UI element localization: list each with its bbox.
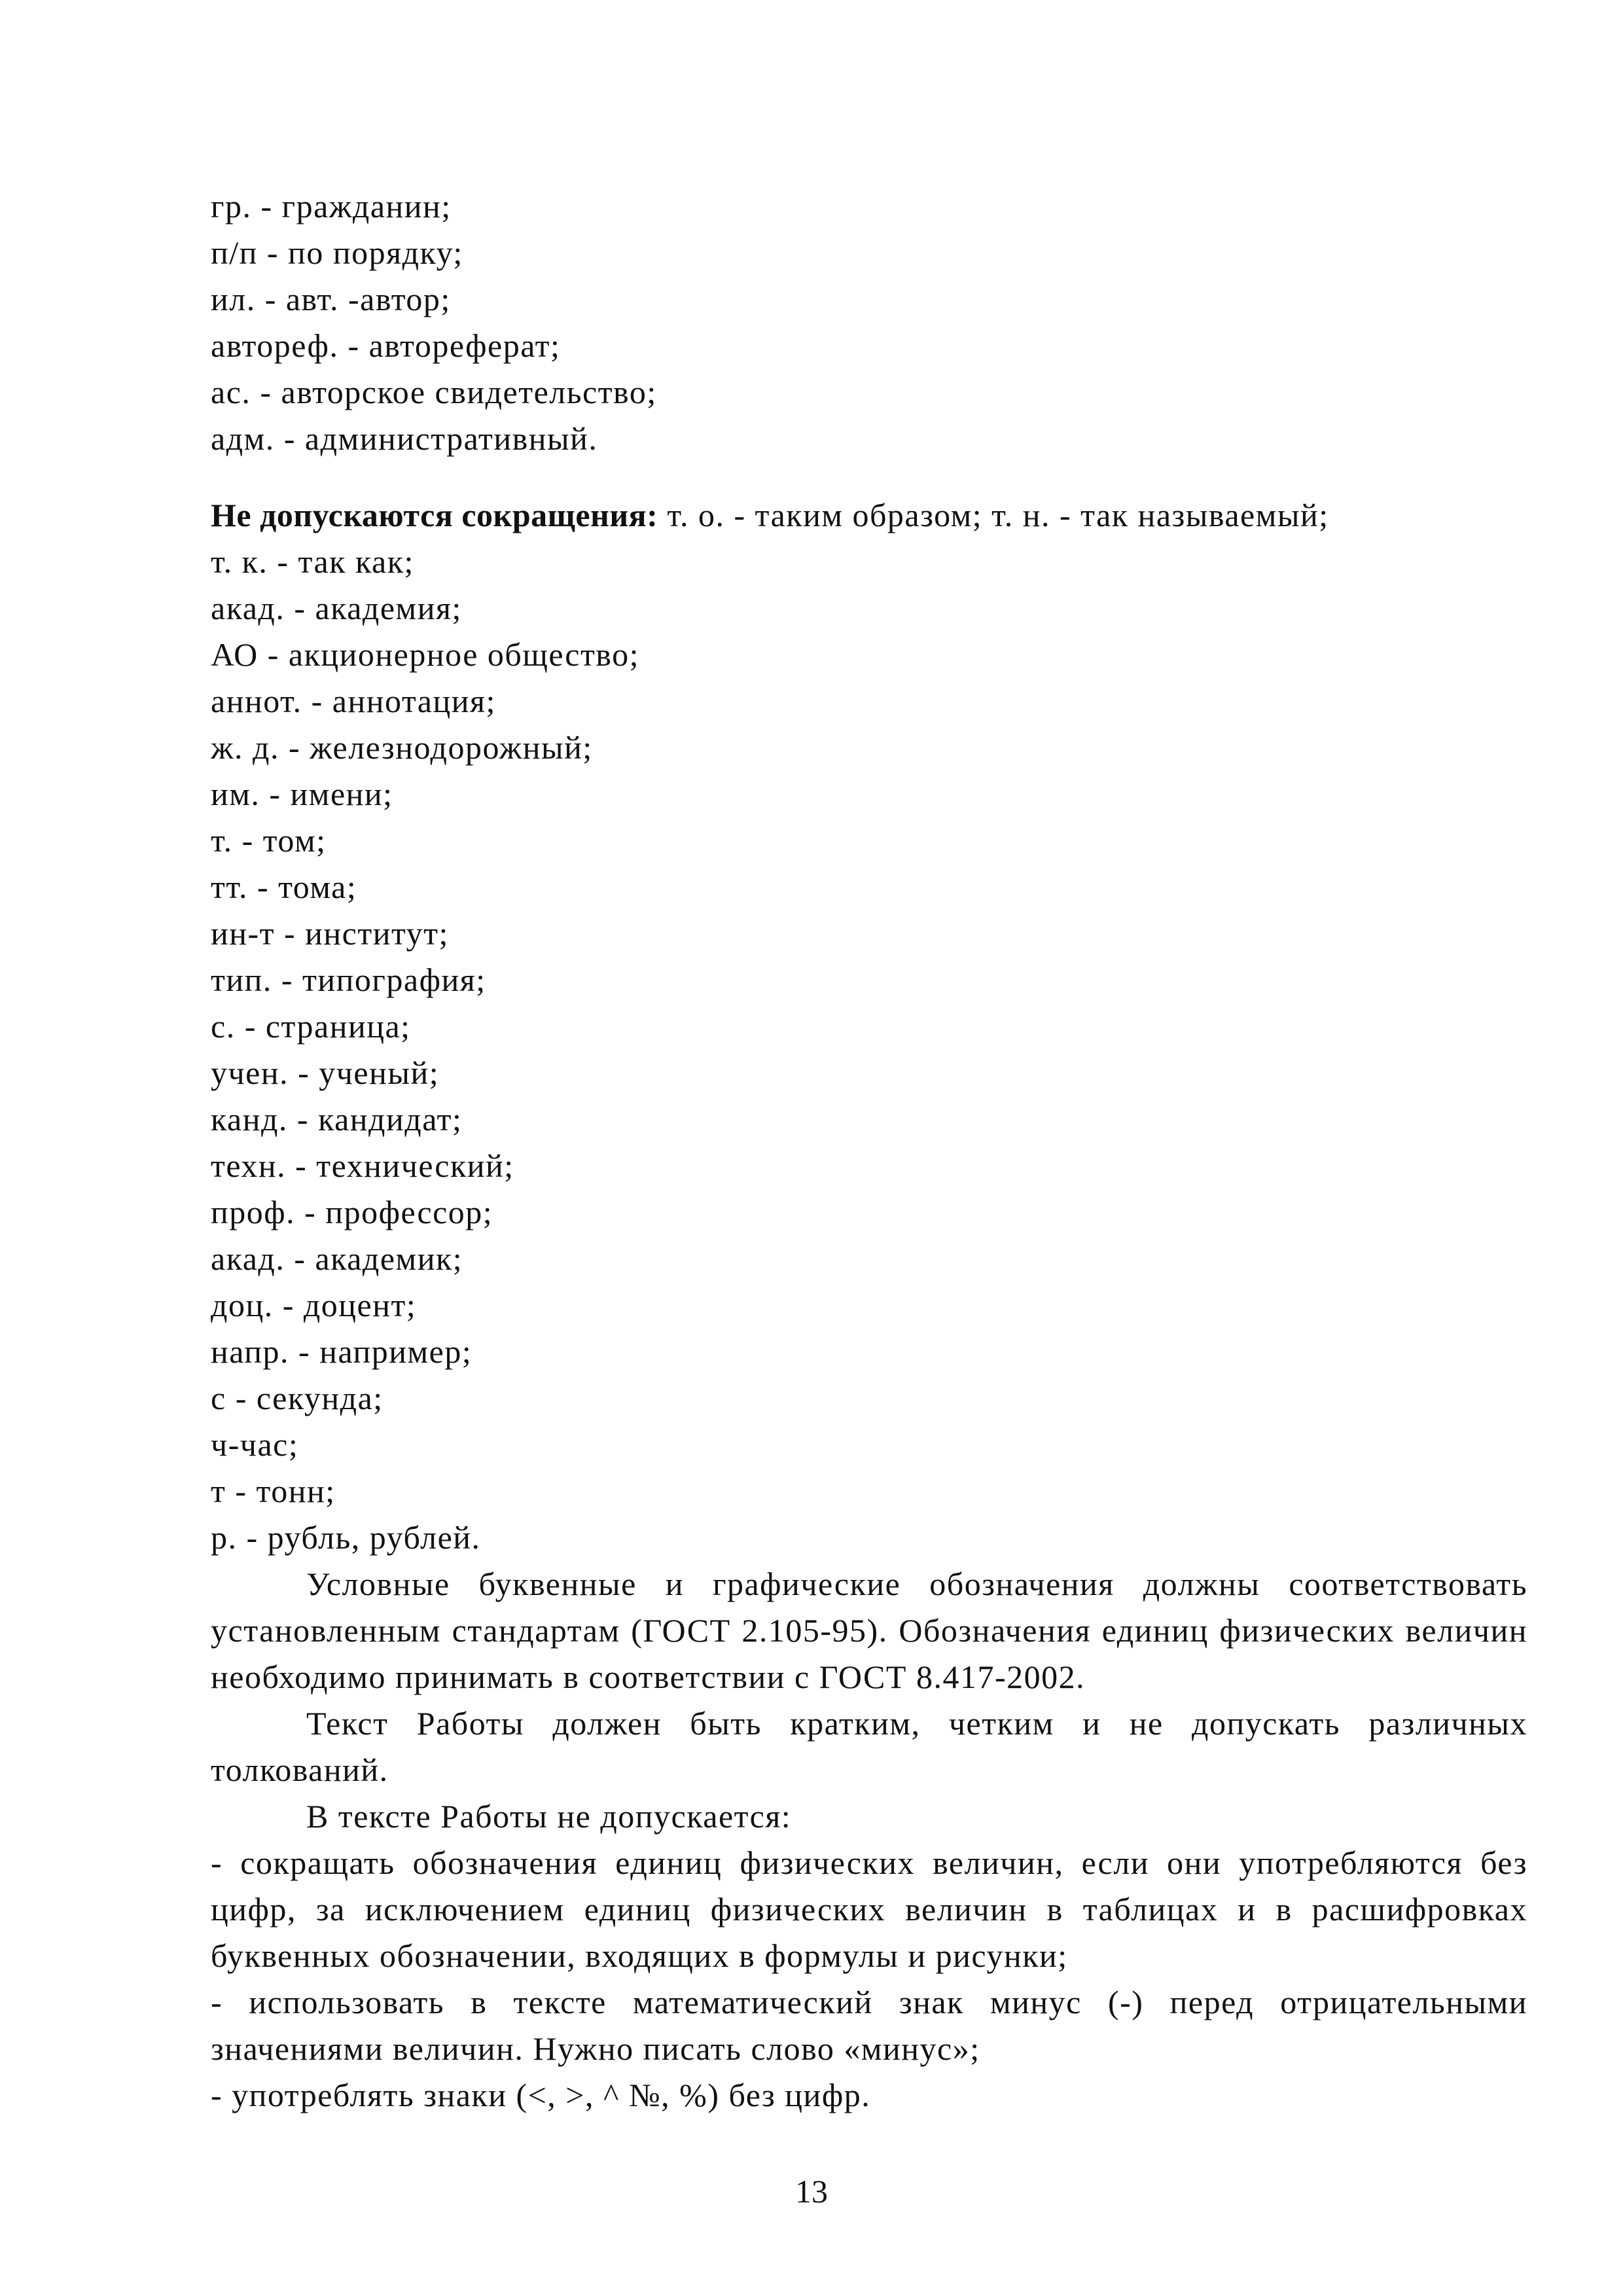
list-item: адм. - административный. <box>211 420 598 457</box>
list-item: доц. - доцент; <box>211 1287 417 1323</box>
not-allowed-heading: Не допускаются сокращения: <box>211 497 658 533</box>
list-item: канд. - кандидат; <box>211 1101 463 1138</box>
page-number: 13 <box>795 2173 828 2210</box>
list-item: АО - акционерное общество; <box>211 636 639 673</box>
list-item: ил. - авт. -автор; <box>211 281 451 317</box>
abbreviation-list-top <box>211 183 1527 462</box>
list-item: проф. - профессор; <box>211 1194 493 1230</box>
section-gap <box>211 462 1527 492</box>
list-item: п/п - по порядку; <box>211 234 463 271</box>
list-item: ч-час; <box>211 1426 299 1463</box>
list-item: ас. - авторское свидетельство; <box>211 374 657 410</box>
list-item: автореф. - автореферат; <box>211 327 561 364</box>
list-item: им. - имени; <box>211 776 393 812</box>
list-item: акад. - академик; <box>211 1240 463 1277</box>
not-allowed-section <box>211 492 1527 1561</box>
page-content <box>211 183 1527 2119</box>
paragraph-symbols-standards: Условные буквенные и графические обозначения должны соответствовать установленным стандартам (ГОСТ 2.105-95). Обозначения единиц физических величин необходимо принимать в соответствии с ГОСТ 8.417-2002. <box>211 1566 1527 1695</box>
paragraph-text-requirements: Текст Работы должен быть кратким, четким и не допускать различных толкований. <box>211 1705 1527 1788</box>
bullet-signs-without-digits: - употреблять знаки (<, >, ^ №, %) без цифр. <box>211 2077 871 2113</box>
not-allowed-first-line <box>211 492 1527 539</box>
list-item: т. к. - так как; <box>211 543 414 580</box>
list-item: с. - страница; <box>211 1008 411 1045</box>
bullet-units-abbreviation: - сокращать обозначения единиц физических величин, если они употребляются без цифр, за исключением единиц физических величин в таблицах и в расшифровках буквенных обозначении, входящих в формулы и рисунки; <box>211 1844 1527 1974</box>
list-item: ин-т - институт; <box>211 915 449 952</box>
list-item: р. - рубль, рублей. <box>211 1519 481 1556</box>
list-item: гр. - гражданин; <box>211 188 452 224</box>
paragraph-not-allowed-intro: В тексте Работы не допускается: <box>306 1798 792 1835</box>
list-item: тип. - типография; <box>211 961 486 998</box>
list-item: техн. - технический; <box>211 1147 514 1184</box>
bullet-minus-sign: - использовать в тексте математический знак минус (-) перед отрицательными значениями величин. Нужно писать слово «минус»; <box>211 1984 1527 2067</box>
not-allowed-first-items: т. о. - таким образом; т. н. - так называемый; <box>658 497 1329 533</box>
list-item: учен. - ученый; <box>211 1054 440 1091</box>
list-item: аннот. - аннотация; <box>211 683 496 719</box>
list-item: тт. - тома; <box>211 869 357 905</box>
list-item: с - секунда; <box>211 1380 383 1416</box>
list-item: ж. д. - железнодорожный; <box>211 729 593 766</box>
list-item: напр. - например; <box>211 1333 473 1370</box>
list-item: т - тонн; <box>211 1473 336 1509</box>
list-item: акад. - академия; <box>211 590 462 626</box>
list-item: т. - том; <box>211 822 327 859</box>
